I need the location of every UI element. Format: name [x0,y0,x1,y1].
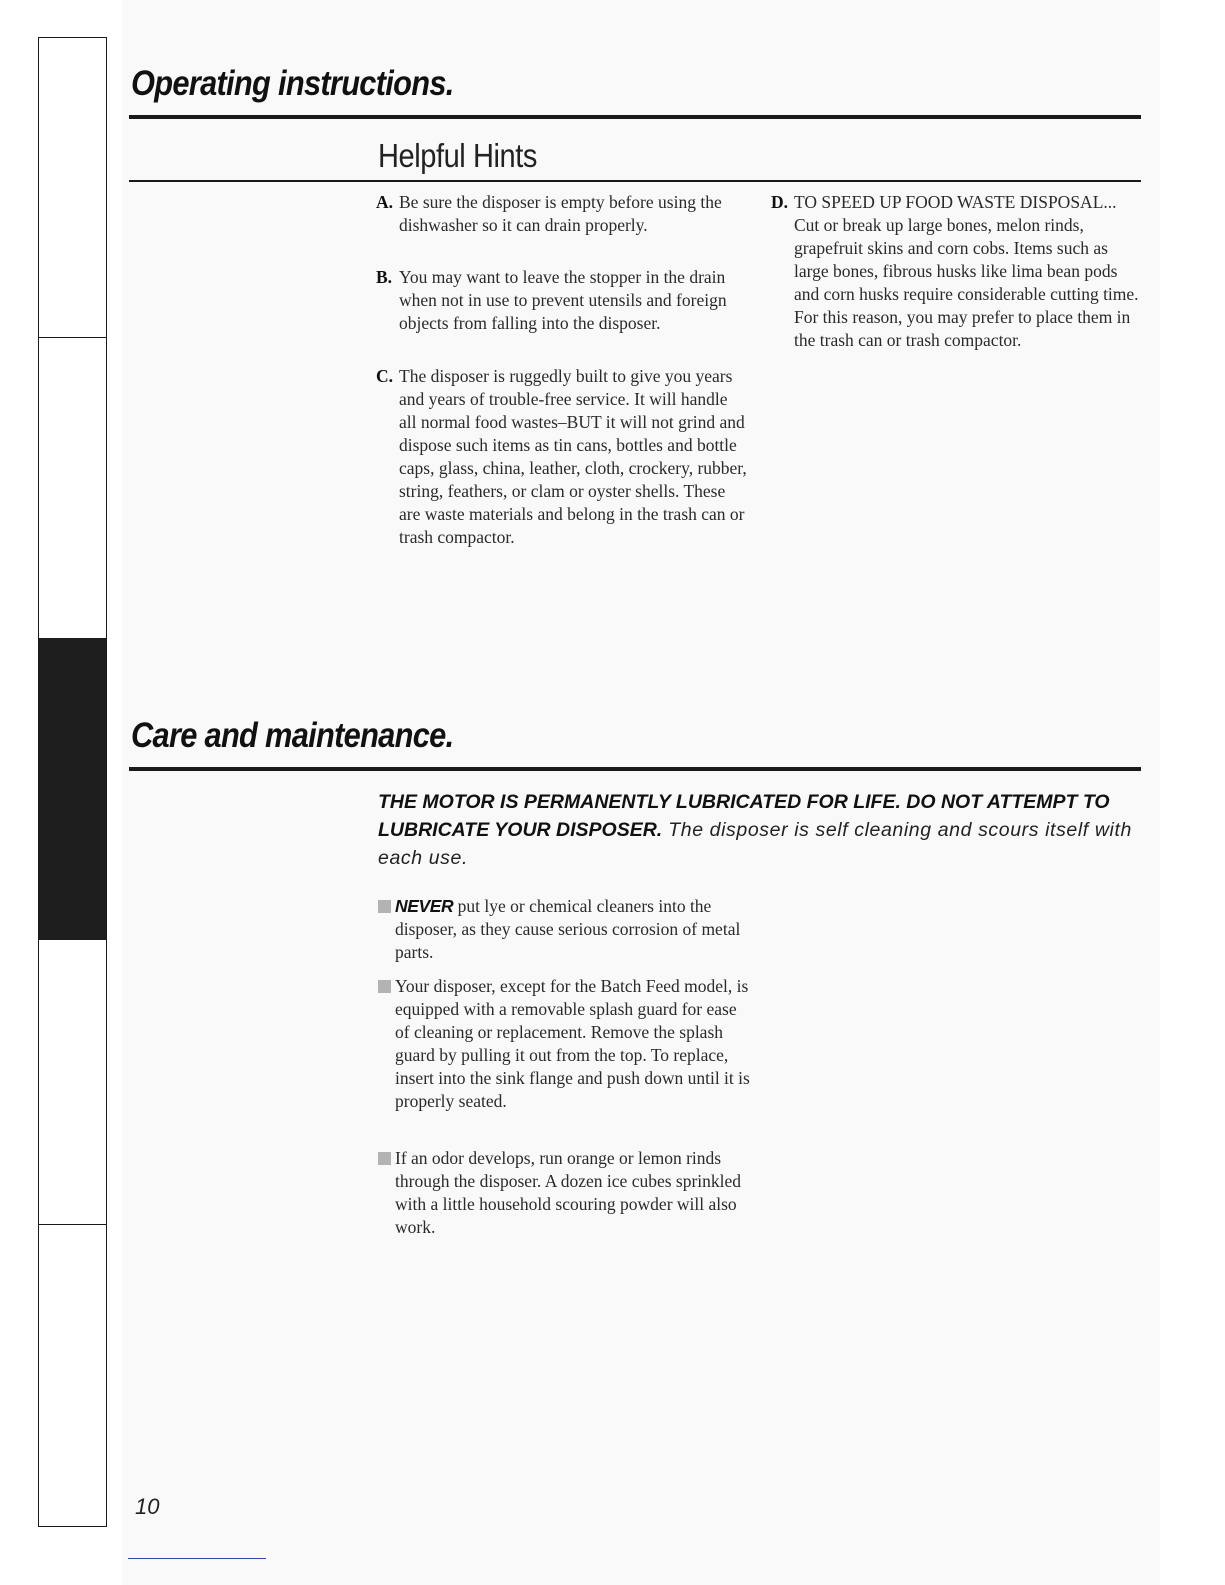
hint-c [376,365,748,549]
lubrication-warning: THE MOTOR IS PERMANENTLY LUBRICATED FOR LIFE. DO NOT ATTEMPT TO LUBRICATE YOUR DISPOSER. [378,791,1110,841]
care-bullet-odor [378,1147,753,1239]
hint-text: The disposer is ruggedly built to give you years and years of trouble-free service. It will handle all normal food wastes–BUT it will not grind and dispose such items as tin cans, bottles and bottle caps, glass, china, leather, cloth, crockery, rubber, string, feathers, or clam or oyster shells. These are waste materials and belong in the trash can or trash compactor. [399,366,747,547]
page-number: 10 [135,1494,160,1519]
operating-instructions-title: Operating instructions. [131,64,454,103]
subsection-rule [129,180,1141,182]
hint-a [376,191,748,237]
section-tab-1[interactable] [39,38,106,338]
hint-text: You may want to leave the stopper in the drain when not in use to prevent utensils and foreign objects from falling into the disposer. [399,267,727,333]
care-bullet-never [378,895,753,964]
section-tab-strip [38,37,107,1527]
hint-b [376,266,748,335]
hint-text: Be sure the disposer is empty before using the dishwasher so it can drain properly. [399,192,722,235]
care-maintenance-title: Care and maintenance. [131,716,454,755]
lubrication-notice [378,788,1138,872]
section-rule [129,115,1141,119]
section-rule [129,767,1141,771]
hint-d [771,191,1141,352]
bullet-text: put lye or chemical cleaners into the disposer, as they cause serious corrosion of metal parts. [395,896,741,962]
section-tab-2[interactable] [39,338,106,638]
section-tab-4[interactable] [39,940,106,1225]
bullet-square-icon [378,980,391,993]
section-tab-3-active[interactable] [39,638,106,940]
bullet-square-icon [378,1152,391,1165]
hint-letter: B. [376,267,393,287]
bullet-text: If an odor develops, run orange or lemon rinds through the disposer. A dozen ice cubes sprinkled with a little household scouring powder will also work. [395,1148,742,1237]
bullet-square-icon [378,900,391,913]
footer-link-underline[interactable] [128,1558,266,1559]
hint-letter: A. [376,192,394,212]
hint-letter: D. [771,192,789,212]
never-emphasis: NEVER [395,896,454,916]
section-tab-5[interactable] [39,1225,106,1526]
helpful-hints-title: Helpful Hints [378,137,537,174]
hint-text: TO SPEED UP FOOD WASTE DISPOSAL... Cut or break up large bones, melon rinds, grapefruit skins and corn cobs. Items such as large bones, fibrous husks like lima bean pods and corn husks require considerable cutting time. For this reason, you may prefer to place them in the trash can or trash compactor. [794,192,1139,350]
care-bullet-splash-guard [378,975,753,1113]
hint-letter: C. [376,366,394,386]
bullet-text: Your disposer, except for the Batch Feed model, is equipped with a removable splash guard for ease of cleaning or replacement. Remove the splash guard by pulling it out from the top. To replace, insert into the sink flange and push down until it is properly seated. [395,976,750,1111]
self-cleaning-note: The disposer is self cleaning and scours itself with each use. [378,819,1132,869]
